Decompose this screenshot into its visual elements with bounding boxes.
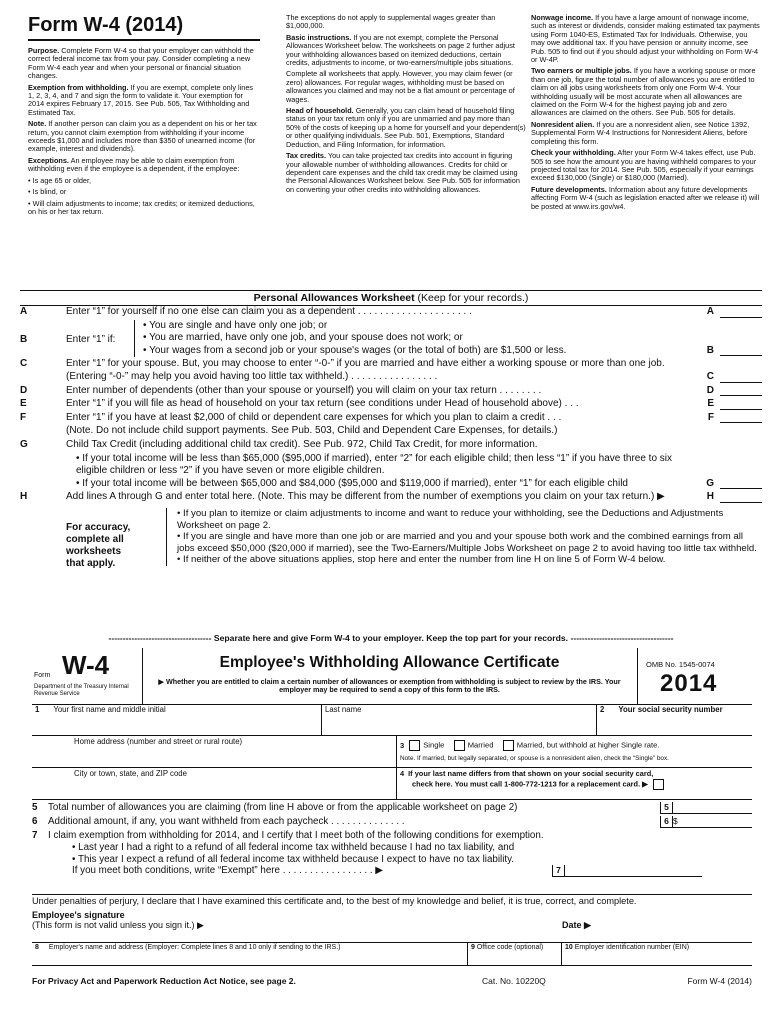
accuracy-item: • If you plan to itemize or claim adjustments to income and want to reduce your withholding, see the Deductions and Adjustments Worksheet on page 2. [177, 507, 724, 531]
name-differs: 4 If your last name differs from that shown on your social security card, check here. You must call 1-800-772-1213 for a replacement card. ▶ [397, 768, 752, 800]
line-b: B Enter “1” if: • You are single and have only one job; or • You are married, have only one job, and your spouse does not work; or • Your wages from a second job or your spouse's wages (or the total of both) are $1,500 or less. B [20, 320, 762, 358]
omb-number: OMB No. 1545-0074 [646, 660, 715, 669]
line-5-input[interactable]: 5 [660, 802, 752, 814]
instruction-paragraph: Two earners or multiple jobs. If you have a working spouse or more than one job, figure the total number of allowances you are entitled to claim on all jobs using worksheets from only one Form W-4. Your withholding usually will be most accurate when all allowances are claimed on the Form W-4 for the highest paying job and zero allowances are claimed on the others. See Pub. 505 for details. [531, 66, 756, 118]
line-g-input[interactable] [720, 478, 762, 489]
city-state-zip-field[interactable]: City or town, state, and ZIP code [32, 768, 397, 800]
footer [32, 976, 752, 986]
married-checkbox[interactable] [454, 740, 465, 751]
worksheet-title: Personal Allowances Worksheet (Keep for your records.) [20, 290, 762, 306]
instructions-column-1 [28, 14, 260, 219]
instruction-paragraph: Exemption from withholding. If you are exempt, complete only lines 1, 2, 3, 4, and 7 and sign the form to validate it. Your exemption for 2014 expires February 17, 2015. See Pub. 505, Tax Withholding and Estimated Tax. [28, 82, 254, 117]
perjury-statement: Under penalties of perjury, I declare that I have examined this certificate and, to the best of my knowledge and belief, it is true, correct, and complete. [32, 894, 752, 906]
line-6-input[interactable]: 6 $ [660, 816, 752, 828]
certificate-header: Form W-4 Department of the Treasury Internal Revenue Service Employee's Withholding Allowance Certificate ▶ Whether you are entitled to claim a certain number of allowances or exemption from withholding is subject to review by the IRS. Your employer may be required to send a copy of this form to the IRS. OMB No. 1545-0074 2014 [32, 648, 752, 705]
line-b-input[interactable] [720, 345, 762, 356]
instruction-paragraph: Note. If another person can claim you as a dependent on his or her tax return, you cannot claim exemption from withholding if your income exceeds $1,000 and includes more than $350 of unearned income (for example, interest and dividends). [28, 119, 257, 154]
line-c: C Enter “1” for your spouse. But, you may choose to enter “-0-” if you are married and have either a working spouse or more than one job. (Entering “-0-” may help you avoid having too little tax withheld.) . . . . . . . . . . . . . . . . C [20, 358, 762, 383]
instruction-paragraph: • Will claim adjustments to income; tax credits; or itemized deductions, on his or her tax return. [28, 198, 255, 216]
line-h-input[interactable] [720, 492, 762, 503]
separator-line: ------------------------------------ Separate here and give Form W-4 to your employer. Keep the top part for your records. ------------------------------------ [108, 633, 674, 643]
home-address-field[interactable]: Home address (number and street or rural route) [32, 736, 397, 768]
employer-row [32, 942, 752, 966]
date-field[interactable]: Date ▶ [562, 920, 591, 930]
instruction-paragraph: • Is blind, or [28, 187, 67, 197]
line-g: G Child Tax Credit (including additional child tax credit). See Pub. 972, Child Tax Credit, for more information. [20, 438, 538, 450]
instruction-paragraph: • Is age 65 or older, [28, 175, 91, 185]
line-e: E Enter “1” if you will file as head of household on your tax return (see conditions under Head of household above) . . . E [20, 398, 762, 411]
instruction-paragraph: Nonresident alien. If you are a nonresident alien, see Notice 1392, Supplemental Form W-4 Instructions for Nonresident Aliens, before completing this form. [531, 119, 750, 146]
filing-status: 3 Single Married Married, but withhold at higher Single rate. Note. If married, but legally separated, or spouse is a nonresident alien, check the “Single” box. [397, 736, 752, 768]
personal-allowances-worksheet [20, 306, 762, 569]
form-title: Form W-4 (2014) [28, 14, 260, 41]
line-7: 7 I claim exemption from withholding for 2014, and I certify that I meet both of the following conditions for exemption. [32, 830, 544, 841]
instructions-column-3 [531, 14, 763, 214]
ssn-field[interactable]: 2 Your social security number [597, 704, 752, 736]
instruction-paragraph: Future developments. Information about any future developments affecting Form W-4 (such as legislation enacted after we release it) will be posted at www.irs.gov/w4. [531, 184, 760, 211]
first-name-field[interactable]: 1 Your first name and middle initial [32, 704, 322, 736]
department: Department of the Treasury Internal Revenue Service [34, 684, 129, 697]
line-h: H Add lines A through G and enter total here. (Note. This may be different from the number of exemptions you claim on your tax return.) ▶ H [20, 491, 762, 504]
employer-name-field[interactable]: 8 Employer's name and address (Employer: Complete lines 8 and 10 only if sending to the IRS.) [32, 943, 468, 965]
line-e-input[interactable] [720, 399, 762, 410]
line-f-note: (Note. Do not include child support payments. See Pub. 503, Child and Dependent Care Expenses, for details.) [66, 425, 558, 437]
line-g-items: • If your total income will be less than $65,000 ($95,000 if married), enter “2” for each eligible child; then less “1” if you have three to six eligible children or less “2” if you have seven or more eligible children. • If your total income will be between $65,000 and $84,000 ($95,000 and $119,000 if married), enter “1” for each eligible child G [20, 453, 762, 491]
line-f: F Enter “1” if you have at least $2,000 of child or dependent care expenses for which you plan to claim a credit . . . F [20, 412, 762, 425]
form-number: W-4 [62, 650, 110, 680]
signature-field[interactable]: (This form is not valid unless you sign it.) ▶ [32, 920, 204, 930]
accuracy-box: For accuracy, complete all worksheets that apply. • If you plan to itemize or claim adjustments to income and want to reduce your withholding, see the Deductions and Adjustments Worksheet on page 2. • If you are single and have more than one job or are married and you and your spouse both work and the combined earnings from all jobs exceed $50,000 ($20,000 if married), see the Two-Earners/Multiple Jobs Worksheet on page 2 to avoid having too little tax withheld. • If neither of the above situations applies, stop here and enter the number from line H on line 5 of Form W-4 below. [20, 508, 762, 566]
footer-form: Form W-4 (2014) [687, 976, 752, 986]
instruction-paragraph: Check your withholding. After your Form W-4 takes effect, use Pub. 505 to see how the amount you are having withheld compares to your projected total tax for 2014. See Pub. 505, especially if your earnings exceed $130,000 (Single) or $180,000 (Married). [531, 148, 757, 183]
line-7-input[interactable]: 7 [552, 865, 702, 877]
instruction-paragraph: Tax credits. You can take projected tax credits into account in figuring your allowable number of withholding allowances. Credits for child or dependent care expenses and the child tax credit may be claimed using the Personal Allowances Worksheet below. See Pub. 505 for information on converting your other credits into withholding allowances. [286, 151, 520, 194]
catalog-number: Cat. No. 10220Q [482, 976, 546, 986]
line-d-input[interactable] [720, 385, 762, 396]
instruction-paragraph: Complete all worksheets that apply. However, you may claim fewer (or zero) allowances. For regular wages, withholding must be based on allowances you claimed and may not be a flat amount or percentage of wages. [286, 69, 515, 104]
line-7b: • This year I expect a refund of all federal income tax withheld because I expect to have no tax liability. [72, 853, 514, 865]
line-d: D Enter number of dependents (other than your spouse or yourself) you will claim on your tax return . . . . . . . . D [20, 385, 762, 398]
certificate-title: Employee's Withholding Allowance Certificate [219, 654, 560, 671]
line-5: 5 Total number of allowances you are claiming (from line H above or from the applicable worksheet on page 2) 5 [32, 802, 752, 816]
withholding-certificate [32, 648, 752, 970]
instruction-paragraph: Purpose. Complete Form W-4 so that your employer can withhold the correct federal income tax from your pay. Consider completing a new Form W-4 each year and when your personal or financial situation changes. [28, 46, 254, 81]
line-6: 6 Additional amount, if any, you want withheld from each paycheck . . . . . . . . . . . . . . 6 $ [32, 816, 752, 830]
footer-notice: For Privacy Act and Paperwork Reduction Act Notice, see page 2. [32, 976, 296, 986]
form-year: 2014 [660, 670, 718, 697]
certificate-subtitle: ▶ Whether you are entitled to claim a certain number of allowances or exemption from withholding is subject to review by the IRS. Your employer may be required to send a copy of this form to the IRS. [158, 677, 621, 695]
instruction-paragraph: Exceptions. An employee may be able to claim exemption from withholding even if the employee is a dependent, if the employee: [28, 155, 240, 174]
instruction-paragraph: The exceptions do not apply to supplemental wages greater than $1,000,000. [286, 13, 496, 31]
instructions-column-2 [286, 14, 526, 197]
line-b-option: • You are single and have only one job; or [143, 319, 328, 331]
line-c-input[interactable] [720, 372, 762, 383]
signature-block: Employee's signature (This form is not valid unless you sign it.) ▶ Date ▶ [32, 910, 591, 930]
line-f-input[interactable] [720, 412, 762, 423]
line-a: A Enter “1” for yourself if no one else can claim you as a dependent . . . . . . . . . . . . . . . . . . . . . A [20, 306, 762, 319]
single-checkbox[interactable] [409, 740, 420, 751]
office-code-field[interactable]: 9 Office code (optional) [468, 943, 562, 965]
line-g-option: • If your total income will be less than $65,000 ($95,000 if married), enter “2” for each eligible child; then less “1” if you have three to six eligible children or less “2” if you have seven or more eligible children. [76, 452, 673, 477]
instruction-paragraph: Basic instructions. If you are not exempt, complete the Personal Allowances Worksheet below. The worksheets on page 2 further adjust your withholding allowances based on itemized deductions, certain credits, adjustments to income, or two-earners/multiple jobs situations. [286, 32, 515, 68]
instruction-paragraph: Nonwage income. If you have a large amount of nonwage income, such as interest or dividends, consider making estimated tax payments using Form 1040-ES, Estimated Tax for Individuals. Otherwise, you may owe additional tax. If you have pension or annuity income, see Pub. 505 to find out if you should adjust your withholding on Form W-4 or W-4P. [531, 13, 760, 65]
line-g-option: • If your total income will be between $65,000 and $84,000 ($95,000 and $119,000 if married), enter “1” for each eligible child [76, 477, 628, 489]
instruction-paragraph: Head of household. Generally, you can claim head of household filing status on your tax return only if you are unmarried and pay more than 50% of the costs of keeping up a home for yourself and your dependent(s) or other qualifying individuals. See Pub. 501, Exemptions, Standard Deduction, and Filing Information, for information. [286, 106, 526, 149]
line-7a: • Last year I had a right to a refund of all federal income tax withheld because I had no tax liability, and [72, 841, 515, 853]
name-differs-checkbox[interactable] [653, 779, 664, 790]
instructions [28, 14, 763, 290]
certificate-lines [32, 802, 752, 879]
accuracy-item: • If you are single and have more than one job or are married and you and your spouse both work and the combined earnings from all jobs exceed $50,000 ($20,000 if married), see the Two-Earners/Multiple Jobs Worksheet on page 2 to avoid having too little tax withheld. [177, 531, 757, 554]
married-higher-checkbox[interactable] [503, 740, 514, 751]
last-name-field[interactable]: Last name [322, 704, 597, 736]
line-b-option: • You are married, have only one job, and your spouse does not work; or [143, 332, 463, 344]
line-7c: If you meet both conditions, write “Exempt” here . . . . . . . . . . . . . . . . . ▶ 7 [32, 865, 752, 879]
accuracy-item: • If neither of the above situations applies, stop here and enter the number from line H on line 5 of Form W-4 below. [177, 554, 666, 566]
ein-field[interactable]: 10 Employer identification number (EIN) [565, 944, 690, 951]
line-a-input[interactable] [720, 307, 762, 318]
line-b-option: • Your wages from a second job or your spouse's wages (or the total of both) are $1,500 or less. [143, 344, 567, 356]
